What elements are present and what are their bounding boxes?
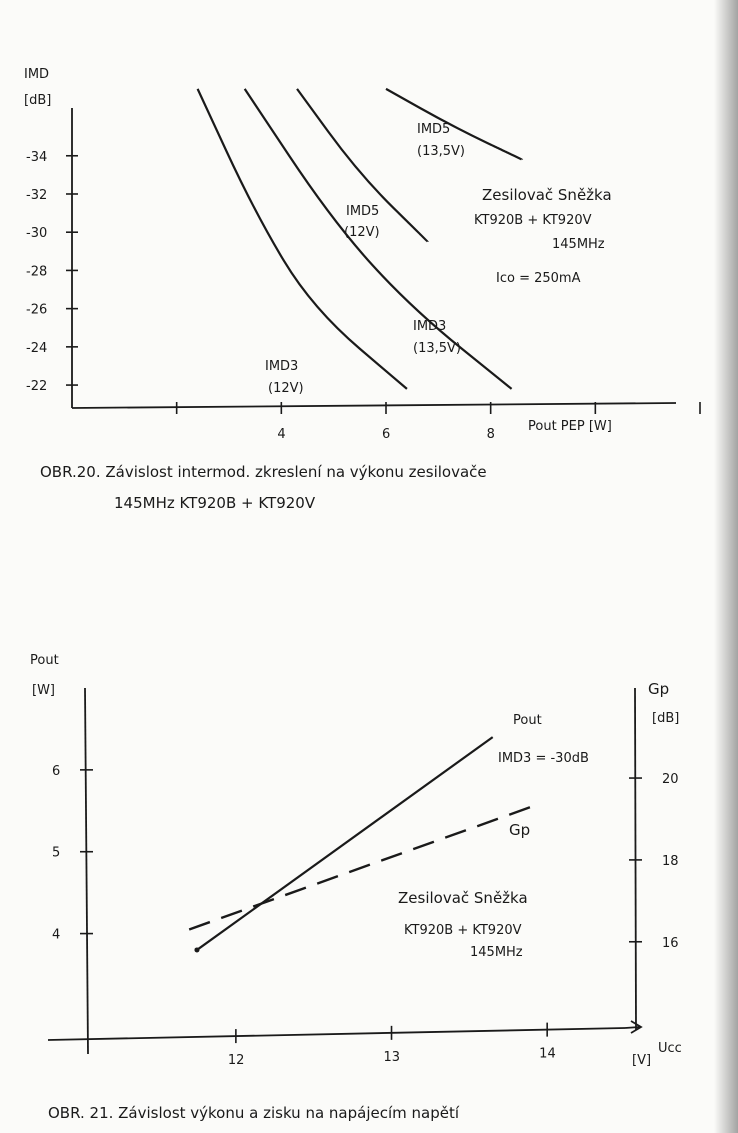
x-tick-label: 6 — [382, 427, 391, 442]
series-label-imd3-12v-line1: IMD3 — [265, 359, 299, 374]
y-axis-label-line1: IMD — [24, 67, 50, 82]
caption-line2: 145MHz KT920B + KT920V — [114, 494, 316, 512]
series-label-pout: Pout — [513, 713, 542, 728]
series-label-imd3-135v-line2: (13,5V) — [413, 341, 461, 356]
series-label-imd-condition: IMD3 = -30dB — [498, 751, 589, 766]
x-axis-label-line2: [V] — [632, 1053, 652, 1068]
chart-imd — [24, 67, 700, 512]
y-left-tick-label: 5 — [52, 845, 61, 861]
annotation-line1: Zesilovač Sněžka — [482, 186, 612, 204]
y-tick-label: -24 — [26, 340, 48, 356]
y-left-tick-label: 4 — [52, 927, 61, 943]
y-axis-label-line2: [dB] — [24, 93, 52, 108]
y-tick-label: -26 — [26, 302, 48, 318]
annotation-line1: Zesilovač Sněžka — [398, 889, 528, 907]
series-start-point — [194, 947, 199, 952]
annotation-line4: Ico = 250mA — [496, 271, 581, 286]
x-ticks — [177, 402, 700, 442]
x-tick-label: 12 — [227, 1053, 245, 1069]
series-label-imd5-12v-line1: IMD5 — [346, 204, 380, 219]
caption-line1: OBR.20. Závislost intermod. zkreslení na výkonu zesilovače — [40, 463, 487, 481]
annotation-line3: 145MHz — [552, 237, 605, 252]
x-tick-label: 14 — [539, 1046, 556, 1062]
y-right-label-line2: [dB] — [652, 711, 680, 726]
caption-line1: OBR. 21. Závislost výkonu a zisku na napájecím napětí — [48, 1104, 460, 1122]
series-line-0 — [197, 737, 493, 950]
series-line-1 — [189, 807, 531, 930]
y-left-tick-label: 6 — [52, 763, 61, 779]
y-axis-right — [635, 688, 636, 1030]
y-tick-label: -34 — [26, 149, 48, 165]
annotation-line3: 145MHz — [470, 945, 523, 960]
y-right-tick-label: 18 — [662, 853, 679, 869]
x-axis — [48, 1028, 625, 1040]
x-axis-label: Pout PEP [W] — [528, 419, 612, 434]
x-tick-label: 8 — [486, 427, 495, 442]
series-label-imd5-12v-line2: (12V) — [344, 225, 380, 240]
series-label-imd3-135v-line1: IMD3 — [413, 319, 447, 334]
annotation-line2: KT920B + KT920V — [474, 213, 592, 228]
y-tick-label: -30 — [26, 226, 48, 242]
x-tick-label: 4 — [277, 427, 286, 442]
y-right-tick-label: 16 — [662, 935, 679, 951]
series-label-imd5-135v-line2: (13,5V) — [417, 144, 465, 159]
y-tick-label: -32 — [26, 187, 48, 203]
x-tick-label: 13 — [383, 1049, 401, 1065]
x-axis-label-line1: Ucc — [658, 1041, 682, 1056]
x-ticks — [228, 1023, 556, 1068]
series-lines — [189, 737, 531, 952]
y-tick-label: -22 — [26, 379, 48, 395]
y-left-label-line2: [W] — [32, 683, 55, 698]
y-left-label-line1: Pout — [30, 653, 59, 668]
y-tick-label: -28 — [26, 264, 48, 280]
annotation-line2: KT920B + KT920V — [404, 923, 522, 938]
y-ticks — [26, 150, 78, 394]
x-axis — [72, 403, 676, 408]
series-label-imd3-12v-line2: (12V) — [268, 381, 304, 396]
x-axis-arrow-shaft — [625, 1027, 640, 1028]
series-label-gp: Gp — [509, 821, 531, 839]
y-axis-left — [85, 688, 88, 1054]
y-right-label-line1: Gp — [648, 680, 670, 698]
series-label-imd5-135v-line1: IMD5 — [417, 122, 451, 137]
chart-pout-gp — [30, 653, 682, 1122]
y-right-tick-label: 20 — [662, 772, 679, 788]
